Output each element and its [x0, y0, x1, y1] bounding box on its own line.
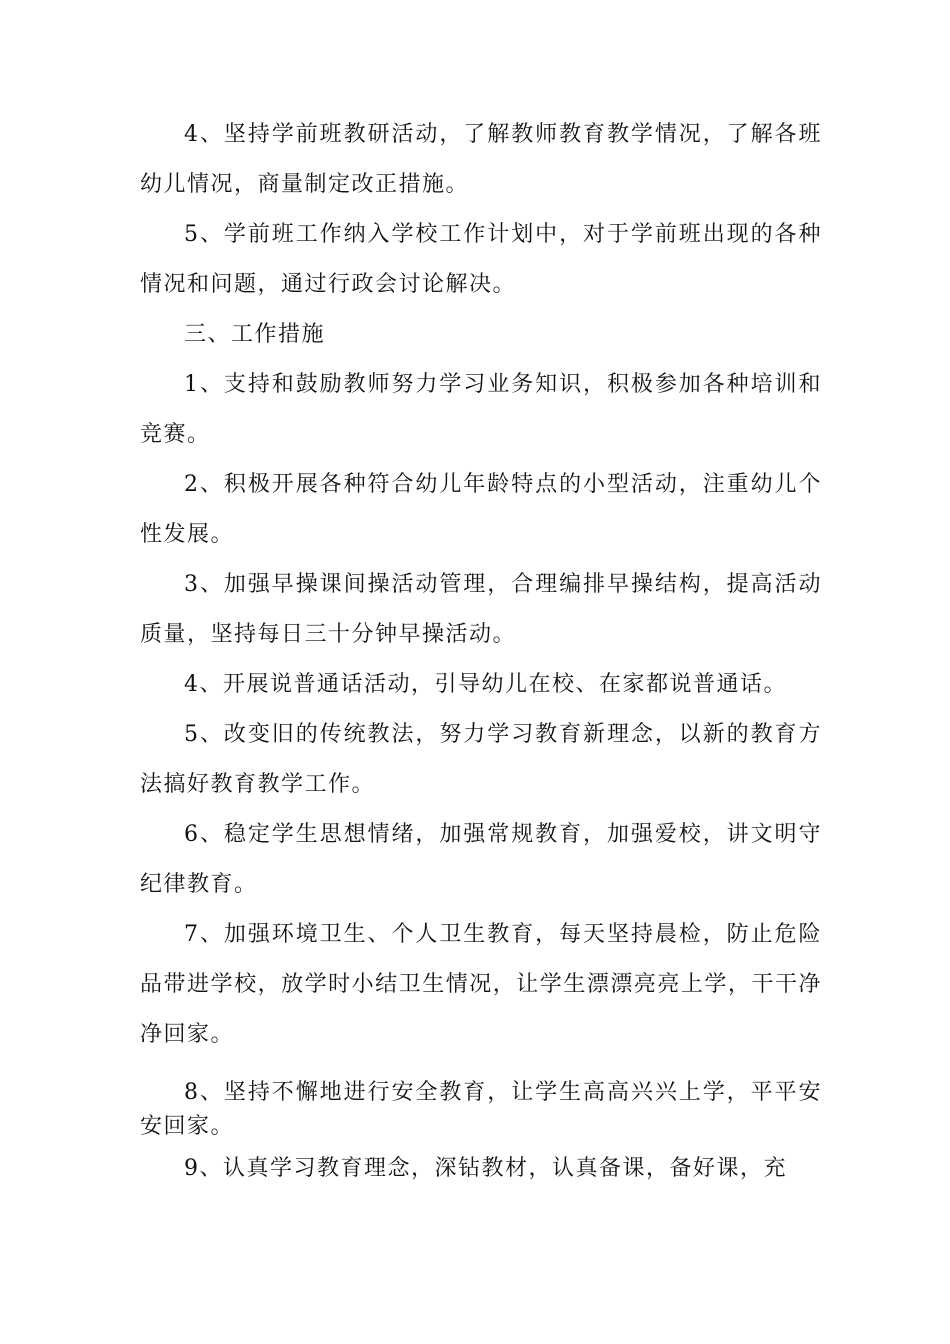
paragraph: 4、开展说普通话活动，引导幼儿在校、在家都说普通话。 — [184, 672, 787, 697]
paragraph: 5、改变旧的传统教法，努力学习教育新理念，以新的教育方法搞好教育教学工作。 — [140, 722, 822, 797]
paragraph: 4、坚持学前班教研活动，了解教师教育教学情况，了解各班幼儿情况，商量制定改正措施。 — [140, 122, 822, 197]
paragraph: 2、积极开展各种符合幼儿年龄特点的小型活动，注重幼儿个性发展。 — [140, 472, 822, 547]
paragraph: 6、稳定学生思想情绪，加强常规教育，加强爱校，讲文明守纪律教育。 — [140, 822, 822, 897]
paragraph: 5、学前班工作纳入学校工作计划中，对于学前班出现的各种情况和问题，通过行政会讨论解决。 — [140, 222, 822, 297]
section-heading: 三、工作措施 — [184, 322, 326, 347]
paragraph: 8、坚持不懈地进行安全教育，让学生高高兴兴上学，平平安安回家。 — [140, 1080, 822, 1139]
document-body — [140, 110, 822, 1194]
paragraph: 9、认真学习教育理念，深钻教材，认真备课，备好课，充 — [184, 1156, 787, 1181]
paragraph: 7、加强环境卫生、个人卫生教育，每天坚持晨检，防止危险品带进学校，放学时小结卫生情况，让学生漂漂亮亮上学，干干净净回家。 — [140, 922, 822, 1047]
paragraph: 1、支持和鼓励教师努力学习业务知识，积极参加各种培训和竞赛。 — [140, 372, 822, 447]
paragraph: 3、加强早操课间操活动管理，合理编排早操结构，提高活动质量，坚持每日三十分钟早操活动。 — [140, 572, 822, 647]
